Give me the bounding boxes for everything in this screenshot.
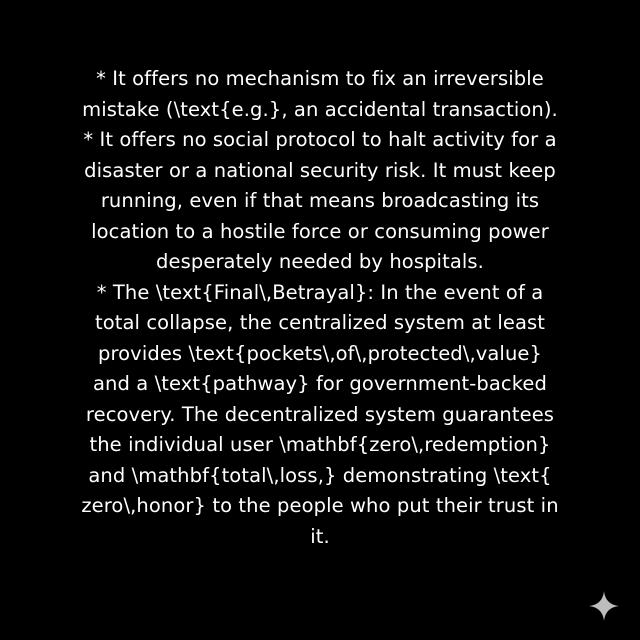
text-line: mistake (\text{e.g.}, an accidental transaction).	[82, 97, 558, 121]
text-line: recovery. The decentralized system guarantees	[85, 402, 555, 426]
text-line: total collapse, the centralized system at least	[94, 311, 546, 334]
text-line: * The \text{Final\,Betrayal}: In the event of a	[96, 280, 544, 304]
text-line: running, even if that means broadcasting its	[100, 189, 540, 212]
text-line: desperately needed by hospitals.	[156, 250, 484, 273]
text-line: and a \text{pathway} for government-backed	[92, 372, 547, 395]
text-line: zero\,honor} to the people who put their trust in	[81, 494, 559, 517]
text-line: * It offers no social protocol to halt activity for a	[83, 128, 557, 151]
text-line: provides \text{pockets\,of\,protected\,value}	[97, 341, 543, 365]
sparkle-icon	[588, 590, 620, 622]
text-block	[30, 64, 610, 552]
text-line: * It offers no mechanism to fix an irreversible	[96, 67, 544, 90]
text-line: location to a hostile force or consuming power	[91, 219, 549, 243]
text-line: disaster or a national security risk. It must keep	[84, 158, 556, 182]
text-line: and \mathbf{total\,loss,} demonstrating \text{	[88, 463, 552, 487]
text-line: it.	[310, 524, 330, 548]
text-line: the individual user \mathbf{zero\,redemption}	[89, 433, 551, 456]
